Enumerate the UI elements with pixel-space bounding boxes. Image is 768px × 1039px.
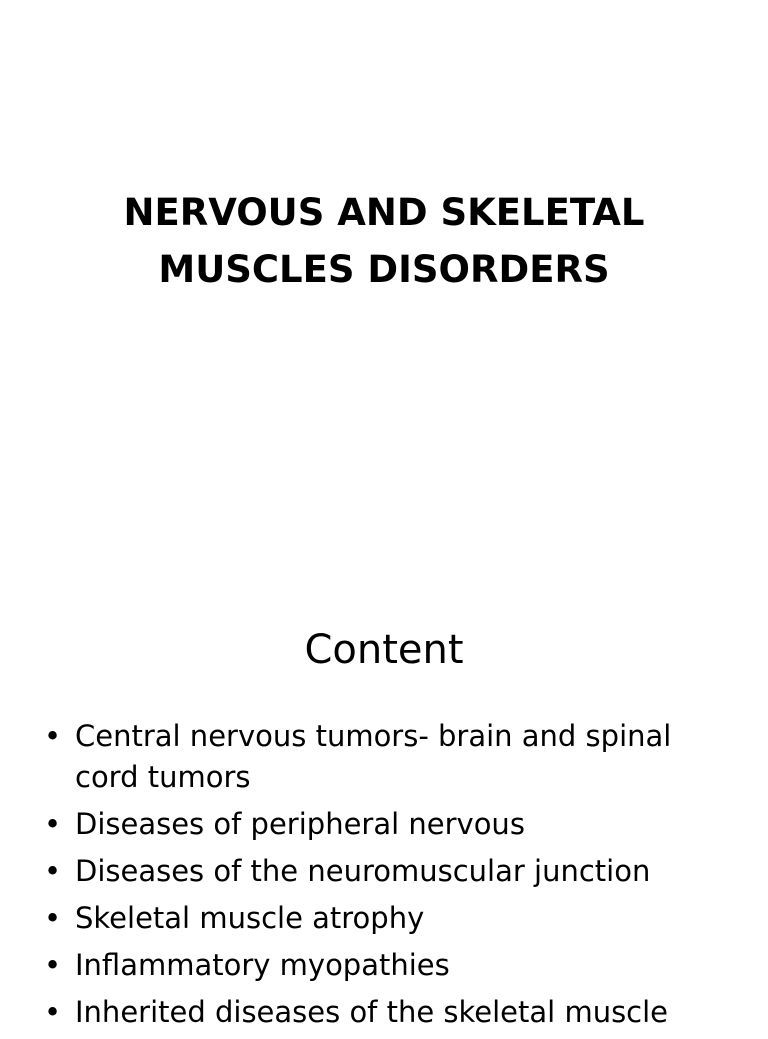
bullet-item [0, 945, 768, 986]
bullet-text: Central nervous tumors- brain and spinal cord tumors [75, 719, 672, 794]
bullet-icon: • [44, 854, 62, 888]
content-heading: Content [304, 627, 464, 673]
bullet-text: Diseases of the neuromuscular junction [75, 854, 651, 888]
content-bullet-list [0, 716, 768, 1039]
bullet-item [0, 992, 768, 1033]
bullet-text: Skeletal muscle atrophy [75, 901, 425, 935]
bullet-icon: • [44, 901, 62, 935]
slide-title-line-1: NERVOUS AND SKELETAL [123, 191, 645, 234]
bullet-text: Diseases of peripheral nervous [75, 807, 525, 841]
bullet-icon: • [44, 807, 62, 841]
slide-title [0, 184, 768, 298]
bullet-icon: • [44, 948, 62, 982]
bullet-icon: • [44, 719, 62, 753]
slide-title-line-2: MUSCLES DISORDERS [158, 248, 610, 291]
bullet-icon: • [44, 995, 62, 1029]
bullet-item [0, 716, 768, 798]
bullet-item [0, 898, 768, 939]
bullet-item [0, 851, 768, 892]
bullet-text: Inherited diseases of the skeletal muscle [75, 995, 669, 1029]
bullet-item [0, 804, 768, 845]
bullet-text: Inflammatory myopathies [75, 948, 450, 982]
